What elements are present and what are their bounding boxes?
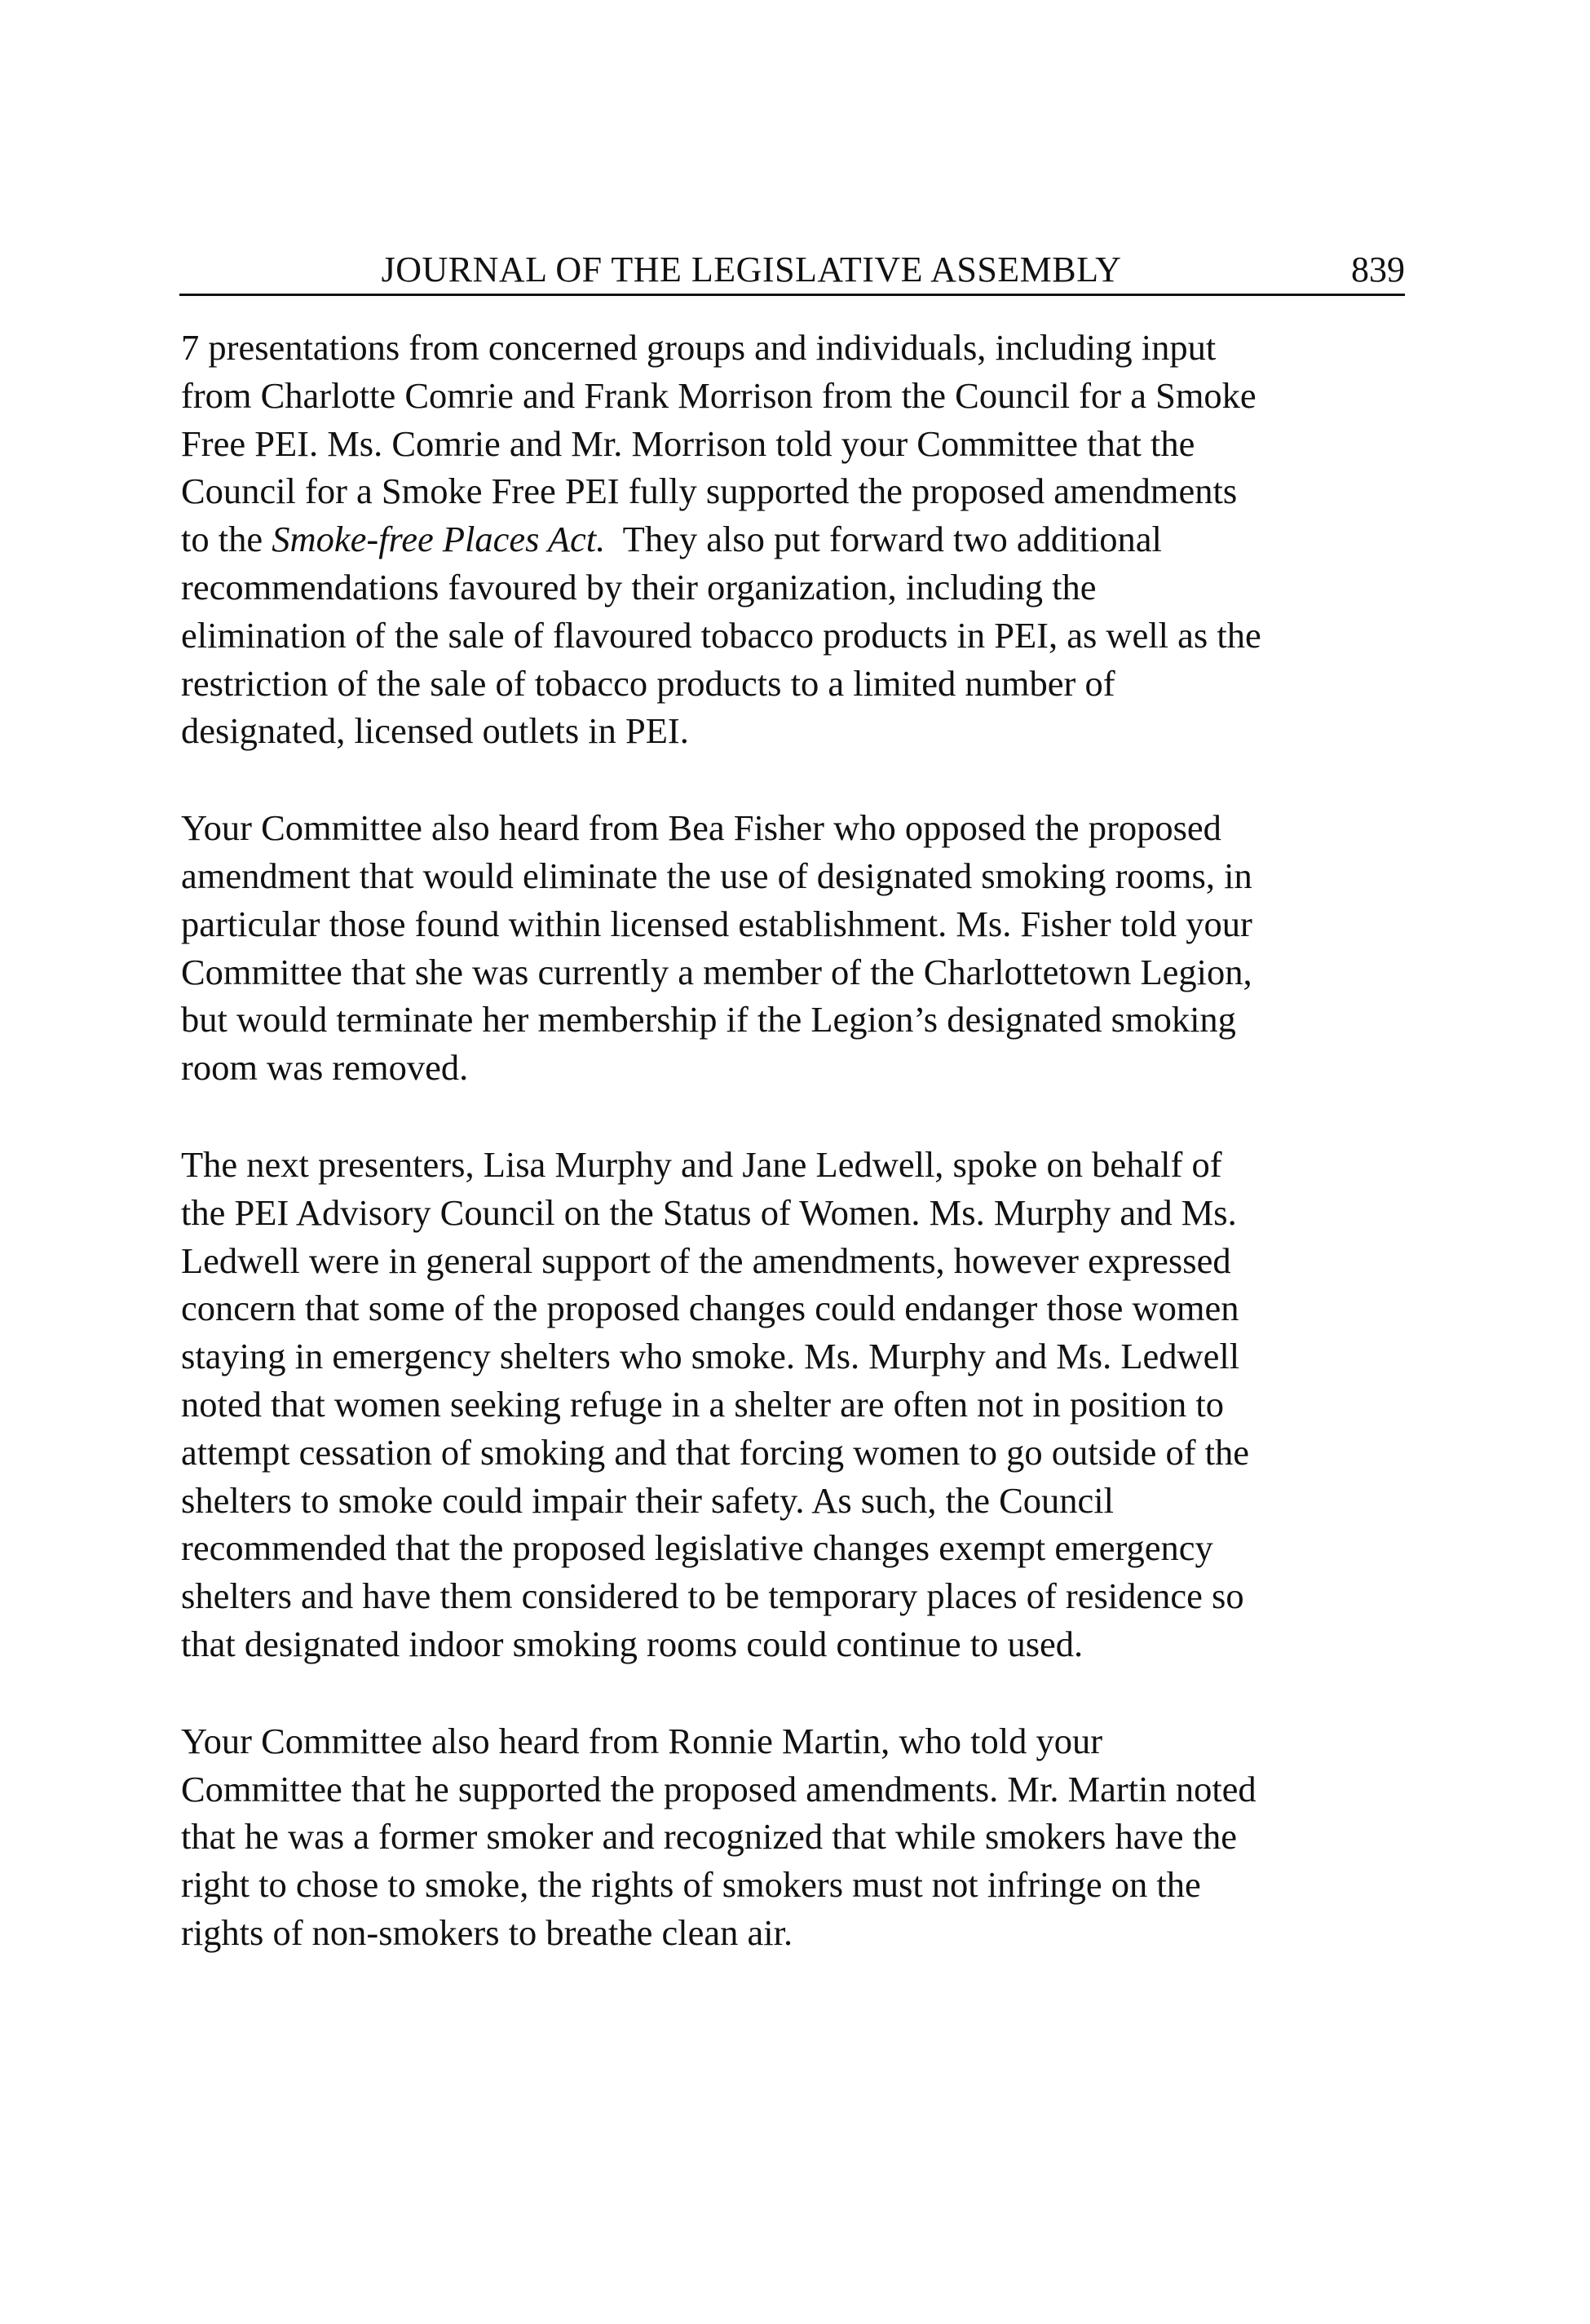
text-line: the PEI Advisory Council on the Status of Women. Ms. Murphy and Ms. <box>181 1191 1237 1233</box>
text-line: Ledwell were in general support of the amendments, however expressed <box>181 1239 1231 1281</box>
text-line: staying in emergency shelters who smoke. Ms. Murphy and Ms. Ledwell <box>181 1336 1240 1377</box>
text-line: Free PEI. Ms. Comrie and Mr. Morrison told your Committee that the <box>181 422 1195 464</box>
page-header <box>179 246 1405 296</box>
text-line: room was removed. <box>181 1047 469 1089</box>
text-line-with-act-title <box>181 515 1408 563</box>
text-line: Committee that he supported the proposed amendments. Mr. Martin noted <box>181 1768 1257 1809</box>
text-line: noted that women seeking refuge in a shelter are often not in position to <box>181 1383 1225 1425</box>
text-line: from Charlotte Comrie and Frank Morrison from the Council for a Smoke <box>181 374 1257 416</box>
text-line: 7 presentations from concerned groups and individuals, including input <box>181 327 1217 368</box>
text-line: restriction of the sale of tobacco products to a limited number of <box>181 662 1115 704</box>
running-title: JOURNAL OF THE LEGISLATIVE ASSEMBLY <box>381 250 1122 289</box>
text-line: rights of non-smokers to breathe clean air. <box>181 1911 793 1953</box>
text-line: recommendations favoured by their organization, including the <box>181 566 1097 608</box>
text-line: concern that some of the proposed changes could endanger those women <box>181 1288 1239 1329</box>
text-fragment: to the <box>181 519 272 560</box>
paragraph-1 <box>181 324 1408 755</box>
text-fragment: They also put forward two additional <box>605 519 1162 560</box>
text-line: that he was a former smoker and recognized that while smokers have the <box>181 1816 1237 1858</box>
text-line: that designated indoor smoking rooms could continue to used. <box>181 1623 1084 1664</box>
text-line: Your Committee also heard from Bea Fisher who opposed the proposed <box>181 807 1221 849</box>
text-line: Your Committee also heard from Ronnie Martin, who told your <box>181 1720 1103 1761</box>
text-line: shelters and have them considered to be temporary places of residence so <box>181 1575 1244 1617</box>
text-line: amendment that would eliminate the use of designated smoking rooms, in <box>181 855 1252 896</box>
text-line: but would terminate her membership if the Legion’s designated smoking <box>181 999 1236 1040</box>
text-line: Committee that she was currently a member of the Charlottetown Legion, <box>181 951 1252 992</box>
text-line: elimination of the sale of flavoured tobacco products in PEI, as well as the <box>181 614 1261 656</box>
text-line: attempt cessation of smoking and that forcing women to go outside of the <box>181 1431 1250 1473</box>
text-line: designated, licensed outlets in PEI. <box>181 710 689 752</box>
text-line: The next presenters, Lisa Murphy and Jane Ledwell, spoke on behalf of <box>181 1143 1222 1185</box>
text-line: recommended that the proposed legislative changes exempt emergency <box>181 1527 1213 1569</box>
text-line: Council for a Smoke Free PEI fully supported the proposed amendments <box>181 471 1238 512</box>
text-line: particular those found within licensed establishment. Ms. Fisher told your <box>181 903 1252 944</box>
paragraph-2 <box>181 804 1408 1092</box>
page-number: 839 <box>1351 250 1405 289</box>
text-line: shelters to smoke could impair their safety. As such, the Council <box>181 1479 1115 1521</box>
document-body <box>181 324 1408 2006</box>
act-title: Smoke-free Places Act. <box>272 519 606 560</box>
text-line: right to chose to smoke, the rights of smokers must not infringe on the <box>181 1864 1201 1906</box>
paragraph-3 <box>181 1141 1408 1668</box>
paragraph-4 <box>181 1717 1408 1957</box>
